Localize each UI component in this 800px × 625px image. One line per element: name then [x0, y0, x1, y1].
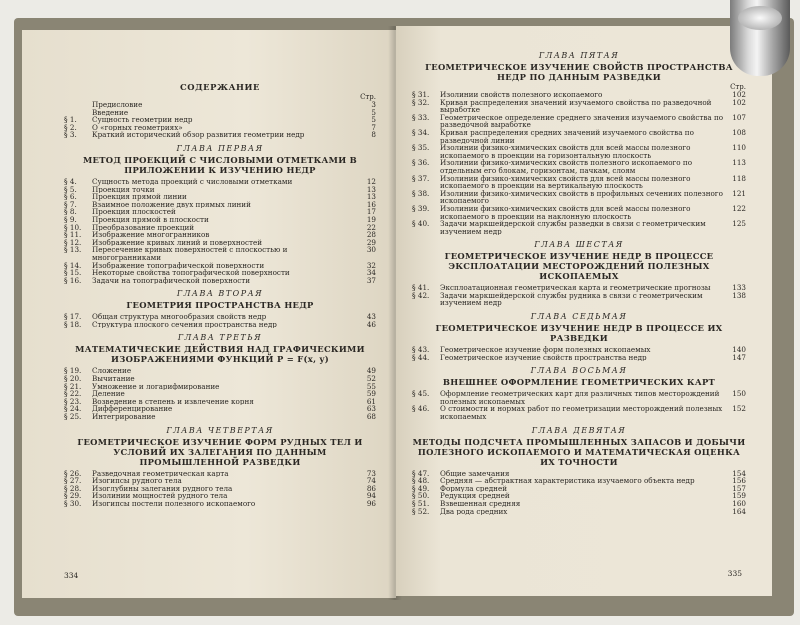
toc-entry [412, 144, 746, 159]
toc-entry [64, 231, 376, 239]
entry-page: 17 [366, 207, 376, 217]
entry-title: Изображение топографической поверхности [92, 261, 265, 270]
entry-title: Интегрирование [92, 413, 156, 421]
toc-entry [64, 321, 376, 329]
section-number: § 1. [64, 115, 77, 125]
section-number: § 27. [64, 476, 82, 486]
entry-page: 150 [732, 389, 746, 399]
section-number: § 21. [64, 381, 82, 391]
entry-page: 157 [732, 483, 746, 493]
entry-page: 13 [366, 192, 376, 202]
entry-title: Изогипсы постели полезного ископаемого [92, 500, 256, 508]
section-number: § 20. [64, 374, 82, 384]
toc-entry [64, 313, 376, 321]
toc-entry [64, 193, 376, 201]
section-number: § 25. [64, 412, 82, 422]
entry-title: Пересечение кривых поверхностей с плоскостью и многогранниками [92, 246, 288, 262]
entry-title: Изолинии физико-химических свойств для всей массы полезного ископаемого в проекции на наклонную плоскость [440, 204, 691, 221]
section-number: § 4. [64, 176, 77, 186]
section-number: § 24. [64, 404, 82, 414]
entry-title: Задачи на топографической поверхности [92, 276, 251, 285]
entry-page: 107 [732, 112, 746, 122]
entry-page: 140 [732, 345, 746, 355]
entry-title: Изогипсы рудного тела [92, 477, 182, 485]
toc-entry [412, 292, 746, 307]
chapter-label: ГЛАВА ВТОРАЯ [176, 289, 264, 299]
section-number: § 31. [412, 90, 430, 99]
toc-entry [412, 175, 746, 190]
entry-title: Эксплоатационная геометрическая карта и геометрические прогнозы [440, 284, 711, 292]
entry-page: 108 [732, 127, 746, 137]
toc-entry [412, 470, 746, 478]
chapter-title: МЕТОДЫ ПОДСЧЕТА ПРОМЫШЛЕННЫХ ЗАПАСОВ И ДОБЫЧИ ПОЛЕЗНОГО ИСКОПАЕМОГО И МАТЕМАТИЧЕСКАЯ ОЦЕНКА ИХ ТОЧНОСТИ [412, 436, 746, 467]
entry-title: Общая структура многообразия свойств недр [92, 313, 267, 321]
entry-page: 147 [732, 352, 746, 362]
toc-entry [412, 354, 746, 362]
section-number: § 9. [64, 214, 77, 224]
toc-entry [412, 346, 746, 354]
toc-entry [64, 178, 376, 186]
section-number: § 10. [64, 222, 82, 232]
entry-page: 63 [366, 404, 376, 414]
section-number: § 19. [64, 366, 82, 376]
entry-title: Изображение многогранников [92, 231, 210, 239]
toc-entry [412, 485, 746, 493]
section-number: § 3. [64, 130, 77, 140]
toc-entry [412, 159, 746, 174]
chapter-label: ГЛАВА ТРЕТЬЯ [177, 333, 263, 343]
section-number: § 49. [412, 483, 430, 493]
chapter-label: ГЛАВА СЕДЬМАЯ [530, 312, 628, 322]
section-number: § 23. [64, 396, 82, 406]
entry-page: 160 [732, 499, 746, 508]
entry-page: 43 [366, 312, 376, 322]
section-number: § 14. [64, 260, 82, 270]
section-number: § 50. [412, 491, 430, 501]
page-number: 335 [727, 569, 742, 578]
section-number: § 47. [412, 468, 430, 478]
entry-page: 152 [732, 404, 746, 414]
chapter-entries [64, 367, 376, 420]
toc-entry [64, 375, 376, 383]
left-page [22, 30, 396, 598]
entry-title: Оформление геометрических карт для различных типов месторождений полезных ископаемых [440, 390, 720, 406]
section-number: § 17. [64, 312, 82, 322]
toc-entry [412, 205, 746, 220]
chapter-label: ГЛАВА ВОСЬМАЯ [530, 366, 628, 376]
section-number: § 52. [412, 506, 430, 516]
entry-title: Изолинии физико-химических свойств полезного ископаемого по отдельным его блокам, горизонтам, пачкам, слоям [440, 159, 693, 175]
chapter-entries [412, 470, 746, 516]
toc-entry [412, 500, 746, 508]
toc-entry [64, 186, 376, 194]
right-page [396, 26, 772, 596]
entry-title: Сущность метода проекций с числовыми отметками [92, 177, 293, 186]
section-number [64, 101, 92, 109]
chapter-entries [412, 284, 746, 307]
chapter-title: ГЕОМЕТРИЧЕСКОЕ ИЗУЧЕНИЕ ФОРМ РУДНЫХ ТЕЛ И УСЛОВИЙ ИХ ЗАЛЕГАНИЯ ПО ДАННЫМ ПРОМЫШЛЕННОЙ РАЗВЕДКИ [77, 436, 363, 467]
section-number: § 30. [64, 499, 82, 508]
section-number: § 42. [412, 290, 430, 300]
entry-page: 3 [371, 100, 376, 109]
section-number: § 41. [412, 283, 430, 293]
entry-title: Изолинии свойств полезного ископаемого [440, 91, 603, 99]
section-number: § 32. [412, 97, 430, 107]
entry-title: О стоимости и нормах работ по геометризации месторождений полезных ископаемых [440, 405, 723, 421]
toc-entry [64, 246, 376, 261]
toc-entry [64, 405, 376, 413]
entry-title: Структура плоского сечения пространства недр [92, 320, 277, 329]
toc-entry [412, 190, 746, 205]
section-number: § 36. [412, 158, 430, 168]
entry-page: 102 [732, 97, 746, 107]
toc-entry [64, 109, 376, 117]
entry-page: 30 [366, 245, 376, 255]
toc-entry [412, 114, 746, 129]
toc-entry [64, 262, 376, 270]
entry-page: 133 [732, 283, 746, 293]
entry-title: Кривая распределения значений изучаемого свойства по разведочной выработке [440, 98, 712, 114]
entry-page: 59 [366, 389, 376, 399]
entry-title: Дифференцирование [92, 405, 173, 414]
toc-entry [412, 129, 746, 144]
intro-section [64, 101, 376, 139]
entry-page: 94 [366, 491, 376, 501]
entry-title: Изолинии физико-химических свойств для всей массы полезного ископаемого в проекции на горизонтальную плоскость [440, 144, 691, 160]
toc-entry [64, 131, 376, 139]
entry-title: Геометрическое изучение форм полезных ископаемых [440, 346, 651, 354]
entry-page: 37 [366, 275, 376, 285]
entry-title: Разведочная геометрическая карта [92, 469, 229, 478]
section-number: § 5. [64, 184, 77, 194]
entry-title: Два рода средних [440, 507, 508, 516]
page-column-label: Стр. [730, 83, 746, 91]
toc-entry [64, 398, 376, 406]
chapter-entries [412, 91, 746, 235]
entry-title: Преобразование проекций [92, 223, 195, 232]
entry-title: Предисловие [92, 101, 143, 109]
entry-page: 7 [371, 122, 376, 132]
toc-entry [64, 124, 376, 132]
toc-entry [64, 101, 376, 109]
entry-page: 73 [366, 468, 376, 478]
toc-entry [64, 470, 376, 478]
chapter-label: ГЛАВА ПЯТАЯ [538, 51, 620, 60]
entry-page: 96 [366, 499, 376, 508]
chapter-entries [64, 178, 376, 284]
toc-entry [64, 239, 376, 247]
entry-page: 68 [366, 412, 376, 422]
toc-entry [412, 99, 746, 114]
section-number: § 7. [64, 199, 77, 209]
entry-page: 164 [732, 506, 746, 516]
toc-entry [64, 116, 376, 124]
section-number: § 28. [64, 483, 82, 493]
section-number: § 13. [64, 245, 82, 255]
section-number: § 38. [412, 188, 430, 198]
entry-title: Краткий исторический обзор развития геометрии недр [92, 131, 305, 139]
chapter-title: МЕТОД ПРОЕКЦИЙ С ЧИСЛОВЫМИ ОТМЕТКАМИ В ПРИЛОЖЕНИИ К ИЗУЧЕНИЮ НЕДР [82, 154, 358, 175]
toc-entry [64, 477, 376, 485]
toc-entry [64, 201, 376, 209]
entry-title: Проекция прямой в плоскости [92, 215, 209, 224]
entry-title: Проекция плоскостей [92, 208, 176, 216]
toc-entry [64, 485, 376, 493]
chapter-label: ГЛАВА ПЕРВАЯ [176, 143, 264, 153]
section-number: § 33. [412, 112, 430, 122]
entry-title: Взаимное положение двух прямых линий [92, 200, 251, 209]
chapter-title: МАТЕМАТИЧЕСКИЕ ДЕЙСТВИЯ НАД ГРАФИЧЕСКИМИ ИЗОБРАЖЕНИЯМИ ФУНКЦИЙ P = F(x, y) [75, 344, 365, 365]
section-number: § 11. [64, 230, 82, 240]
toc-entry [412, 91, 746, 99]
entry-page: 8 [371, 130, 376, 140]
entry-title: Сущность геометрии недр [92, 116, 193, 124]
section-number: § 43. [412, 345, 430, 355]
entry-title: Задачи маркшейдерской службы рудника в связи с геометрическим изучением недр [440, 291, 703, 308]
chapter-entries [64, 313, 376, 328]
entry-page: 46 [366, 319, 376, 329]
toc-entry [64, 367, 376, 375]
entry-page: 29 [366, 237, 376, 247]
entry-page: 110 [732, 143, 746, 153]
entry-page: 28 [366, 230, 376, 240]
entry-title: Изображение кривых линий и поверхностей [92, 238, 263, 247]
section-number: § 26. [64, 468, 82, 478]
entry-title: Задачи маркшейдерской службы разведки в связи с геометрическим изучением недр [440, 220, 706, 236]
chapter-entries [412, 390, 746, 420]
entry-page: 55 [366, 381, 376, 391]
section-number: § 22. [64, 389, 82, 399]
entry-page: 159 [732, 491, 746, 501]
section-number: § 48. [412, 476, 430, 486]
toc-entry [64, 500, 376, 508]
section-number: § 34. [412, 127, 430, 137]
entry-title: Сложение [92, 367, 132, 376]
entry-title: Общие замечания [440, 469, 510, 478]
entry-title: Изолинии физико-химических свойств для всей массы полезного ископаемого в проекции на вертикальную плоскость [440, 174, 691, 190]
toc-entry [64, 269, 376, 277]
section-number: § 44. [412, 352, 430, 362]
section-number: § 16. [64, 275, 82, 285]
entry-title: Деление [92, 390, 125, 398]
entry-page: 12 [366, 176, 376, 186]
entry-title: Средняя — абстрактная характеристика изучаемого объекта недр [440, 477, 695, 485]
page-number: 334 [64, 571, 79, 580]
entry-page: 32 [366, 260, 376, 270]
entry-title: Изоглубины залегания рудного тела [92, 484, 233, 493]
section-number: § 6. [64, 192, 77, 202]
chapter-label: ГЛАВА ДЕВЯТАЯ [531, 425, 627, 435]
page-column-label: Стр. [360, 93, 376, 101]
toc-entry [412, 284, 746, 292]
section-number: § 51. [412, 499, 430, 508]
toc-entry [412, 477, 746, 485]
entry-title: Проекция прямой линии [92, 193, 187, 201]
section-number: § 37. [412, 173, 430, 183]
section-number: § 8. [64, 207, 77, 217]
entry-title: Геометрическое определение среднего значения изучаемого свойства по разведочной выработке [440, 113, 724, 129]
section-number: § 39. [412, 203, 430, 213]
entry-title: Вычитание [92, 375, 135, 383]
entry-page: 138 [732, 290, 746, 300]
entry-title: Редукция средней [440, 492, 510, 500]
entry-page: 121 [732, 188, 746, 198]
entry-page: 61 [366, 396, 376, 406]
entry-page: 19 [366, 214, 376, 224]
entry-page: 22 [366, 222, 376, 232]
chapter-label: ГЛАВА ШЕСТАЯ [534, 240, 624, 250]
metal-weight [730, 0, 790, 76]
chapter-label: ГЛАВА ЧЕТВЕРТАЯ [166, 425, 274, 435]
entry-title: Введение [92, 108, 129, 117]
entry-page: 52 [366, 374, 376, 384]
section-number: § 2. [64, 122, 77, 132]
entry-title: Проекция точки [92, 185, 155, 194]
toc-entry [412, 220, 746, 235]
toc-entry [64, 224, 376, 232]
toc-entry [412, 492, 746, 500]
entry-title: Формула средней [440, 484, 507, 493]
toc-entry [64, 277, 376, 285]
entry-page: 13 [366, 184, 376, 194]
entry-page: 16 [366, 199, 376, 209]
section-number: § 45. [412, 389, 430, 399]
entry-page: 156 [732, 476, 746, 486]
chapter-title: ГЕОМЕТРИЧЕСКОЕ ИЗУЧЕНИЕ НЕДР В ПРОЦЕССЕ ЭКСПЛОАТАЦИИ МЕСТОРОЖДЕНИЙ ПОЛЕЗНЫХ ИСКОПАЕМЫХ [444, 251, 714, 282]
entry-page: 154 [732, 468, 746, 478]
entry-title: Возведение в степень и извлечение корня [92, 397, 254, 406]
entry-page: 122 [732, 203, 746, 213]
chapter-entries [412, 346, 746, 361]
entry-page: 49 [366, 366, 376, 376]
entry-title: О «горных геометриях» [92, 123, 183, 132]
toc-entry [64, 208, 376, 216]
chapter-entries [64, 470, 376, 508]
toc-entry [412, 390, 746, 405]
chapter-title: ГЕОМЕТРИЧЕСКОЕ ИЗУЧЕНИЕ НЕДР В ПРОЦЕССЕ ИХ РАЗВЕДКИ [435, 323, 723, 344]
section-number: § 29. [64, 491, 82, 501]
entry-page: 86 [366, 483, 376, 493]
toc-entry [412, 508, 746, 516]
entry-title: Геометрическое изучение свойств пространства недр [440, 353, 647, 362]
chapter-title: ГЕОМЕТРИЯ ПРОСТРАНСТВА НЕДР [126, 300, 314, 311]
section-number: § 12. [64, 237, 82, 247]
section-number: § 35. [412, 143, 430, 153]
entry-title: Умножение и логарифмирование [92, 382, 220, 391]
entry-title: Кривая распределения средних значений изучаемого свойства по разведочной линии [440, 128, 694, 145]
toc-entry [64, 492, 376, 500]
toc-entry [64, 413, 376, 421]
section-number: § 18. [64, 319, 82, 329]
entry-title: Изолинии физико-химических свойств в профильных сечениях полезного ископаемого [440, 189, 723, 205]
chapter-title: ВНЕШНЕЕ ОФОРМЛЕНИЕ ГЕОМЕТРИЧЕСКИХ КАРТ [442, 377, 716, 388]
toc-entry [64, 216, 376, 224]
toc-heading: СОДЕРЖАНИЕ [179, 82, 261, 92]
toc-entry [412, 405, 746, 420]
entry-page: 5 [371, 107, 376, 117]
entry-page: 34 [366, 268, 376, 278]
entry-page: 118 [732, 173, 746, 183]
entry-page: 113 [732, 158, 746, 168]
entry-page: 125 [732, 219, 746, 229]
entry-title: Некоторые свойства топографической поверхности [92, 269, 290, 277]
chapter-title: ГЕОМЕТРИЧЕСКОЕ ИЗУЧЕНИЕ СВОЙСТВ ПРОСТРАНСТВА НЕДР ПО ДАННЫМ РАЗВЕДКИ [425, 62, 733, 82]
toc-entry [64, 383, 376, 391]
section-number: § 40. [412, 219, 430, 229]
entry-page: 74 [366, 476, 376, 486]
toc-entry [64, 390, 376, 398]
entry-page: 102 [732, 90, 746, 99]
section-number: § 46. [412, 404, 430, 414]
entry-title: Взвешенная средняя [440, 500, 521, 508]
entry-page: 5 [371, 115, 376, 125]
entry-title: Изолинии мощностей рудного тела [92, 492, 228, 500]
section-number: § 15. [64, 268, 82, 278]
